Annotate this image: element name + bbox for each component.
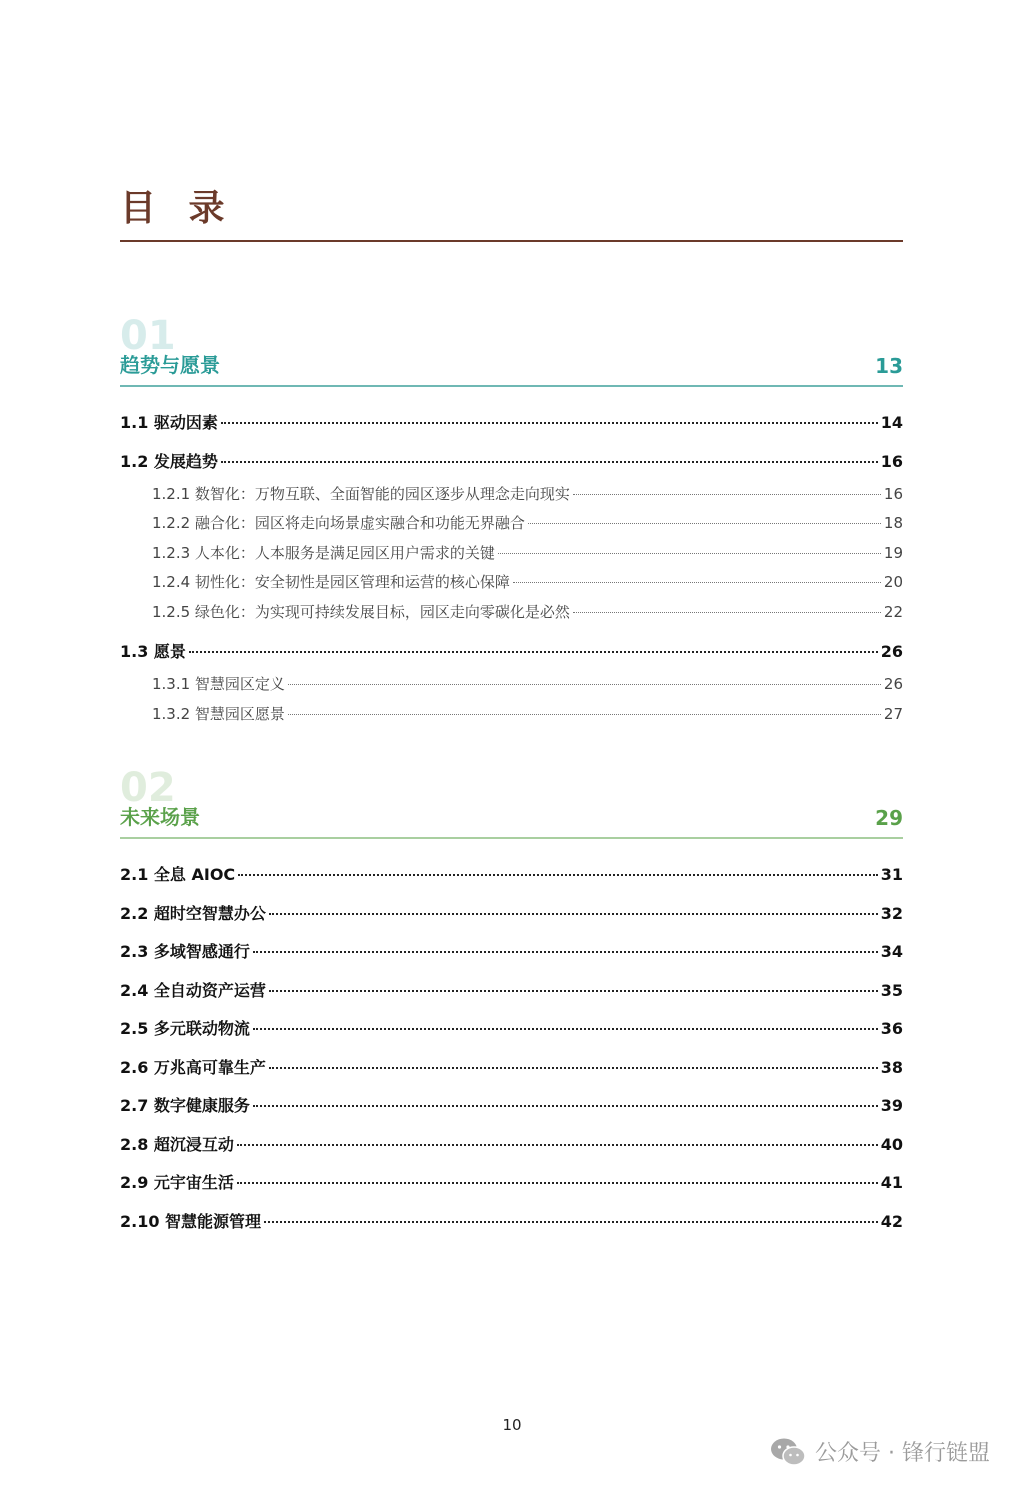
section-header[interactable] bbox=[120, 346, 903, 378]
section-title: 未来场景 bbox=[120, 805, 200, 829]
toc-entry[interactable] bbox=[120, 901, 903, 924]
toc-section-2 bbox=[120, 765, 903, 1238]
toc-leader-dots bbox=[288, 714, 881, 715]
toc-entry[interactable] bbox=[120, 410, 903, 433]
page-title: 目 录 bbox=[120, 188, 235, 229]
toc-entry-page: 27 bbox=[883, 705, 903, 723]
toc-entry-label: 1.2.3 人本化：人本服务是满足园区用户需求的关键 bbox=[152, 544, 495, 562]
toc-entry-label: 2.1 全息 AIOC bbox=[120, 865, 236, 884]
footer-page-number: 10 bbox=[502, 1416, 522, 1434]
toc-entry-page: 20 bbox=[883, 573, 903, 591]
toc-leader-dots bbox=[237, 1144, 878, 1146]
title-divider bbox=[120, 240, 903, 242]
toc-leader-dots bbox=[288, 684, 881, 685]
toc-entry-label: 1.3.2 智慧园区愿景 bbox=[152, 705, 285, 723]
toc-entry[interactable] bbox=[120, 939, 903, 962]
section-title: 趋势与愿景 bbox=[120, 353, 220, 377]
toc-entry-page: 36 bbox=[880, 1019, 903, 1038]
section-divider bbox=[120, 385, 903, 387]
toc-entry-page: 16 bbox=[883, 485, 903, 503]
toc-leader-dots bbox=[498, 553, 881, 554]
toc-entry-label: 1.2.2 融合化：园区将走向场景虚实融合和功能无界融合 bbox=[152, 514, 525, 532]
watermark bbox=[769, 1436, 990, 1467]
toc-entry-label: 2.4 全自动资产运营 bbox=[120, 981, 266, 1000]
toc-entry-page: 31 bbox=[880, 865, 903, 884]
toc-leader-dots bbox=[269, 1067, 878, 1069]
toc-section-1 bbox=[120, 313, 903, 736]
toc-entry-label: 2.5 多元联动物流 bbox=[120, 1019, 250, 1038]
toc-entry-label: 1.2.1 数智化：万物互联、全面智能的园区逐步从理念走向现实 bbox=[152, 485, 570, 503]
toc-subentry[interactable] bbox=[120, 673, 903, 694]
toc-entry-page: 18 bbox=[883, 514, 903, 532]
toc-entry[interactable] bbox=[120, 1132, 903, 1155]
toc-entry[interactable] bbox=[120, 1170, 903, 1193]
toc-entry-label: 2.7 数字健康服务 bbox=[120, 1096, 250, 1115]
toc-leader-dots bbox=[513, 582, 881, 583]
toc-leader-dots bbox=[253, 1105, 878, 1107]
toc-entry-page: 38 bbox=[880, 1058, 903, 1077]
toc-leader-dots bbox=[189, 651, 878, 653]
toc-entry-page: 34 bbox=[880, 942, 903, 961]
toc-leader-dots bbox=[264, 1221, 878, 1223]
toc-entry-page: 32 bbox=[880, 904, 903, 923]
section-divider bbox=[120, 837, 903, 839]
toc-leader-dots bbox=[253, 1028, 878, 1030]
section-number-watermark: 01 bbox=[120, 313, 176, 359]
toc-entry[interactable] bbox=[120, 639, 903, 662]
toc-leader-dots bbox=[238, 874, 878, 876]
toc-entry[interactable] bbox=[120, 449, 903, 472]
toc-entry-page: 22 bbox=[883, 603, 903, 621]
toc-entry-label: 2.6 万兆高可靠生产 bbox=[120, 1058, 266, 1077]
toc-entry-page: 26 bbox=[880, 642, 903, 661]
toc-entry[interactable] bbox=[120, 978, 903, 1001]
toc-entry-page: 39 bbox=[880, 1096, 903, 1115]
toc-subentry[interactable] bbox=[120, 542, 903, 563]
toc-entry[interactable] bbox=[120, 1016, 903, 1039]
toc-entry-label: 2.2 超时空智慧办公 bbox=[120, 904, 266, 923]
toc-entry-label: 1.2.5 绿色化：为实现可持续发展目标，园区走向零碳化是必然 bbox=[152, 603, 570, 621]
toc-entry-page: 19 bbox=[883, 544, 903, 562]
section-header[interactable] bbox=[120, 798, 903, 830]
toc-entry-page: 40 bbox=[880, 1135, 903, 1154]
section-page: 13 bbox=[875, 354, 903, 378]
toc-entry-label: 1.3.1 智慧园区定义 bbox=[152, 675, 285, 693]
toc-entry-label: 2.8 超沉浸互动 bbox=[120, 1135, 234, 1154]
toc-entry-label: 1.2 发展趋势 bbox=[120, 452, 218, 471]
toc-leader-dots bbox=[528, 523, 881, 524]
toc-subentry[interactable] bbox=[120, 483, 903, 504]
toc-entry[interactable] bbox=[120, 1209, 903, 1232]
section-page: 29 bbox=[875, 806, 903, 830]
toc-leader-dots bbox=[237, 1182, 878, 1184]
toc-entry-page: 14 bbox=[880, 413, 903, 432]
toc-entry[interactable] bbox=[120, 1093, 903, 1116]
toc-entry-page: 42 bbox=[880, 1212, 903, 1231]
toc-leader-dots bbox=[269, 913, 878, 915]
toc-entry-page: 16 bbox=[880, 452, 903, 471]
toc-entry-label: 1.2.4 韧性化：安全韧性是园区管理和运营的核心保障 bbox=[152, 573, 510, 591]
toc-entry-page: 41 bbox=[880, 1173, 903, 1192]
toc-entry-label: 2.3 多域智感通行 bbox=[120, 942, 250, 961]
toc-entry-label: 2.10 智慧能源管理 bbox=[120, 1212, 262, 1231]
toc-entry-page: 26 bbox=[883, 675, 903, 693]
toc-subentry[interactable] bbox=[120, 703, 903, 724]
toc-entry[interactable] bbox=[120, 1055, 903, 1078]
section-number-watermark: 02 bbox=[120, 765, 176, 811]
toc-leader-dots bbox=[221, 461, 878, 463]
toc-leader-dots bbox=[221, 422, 878, 424]
toc-entry[interactable] bbox=[120, 862, 903, 885]
toc-leader-dots bbox=[573, 494, 881, 495]
toc-entry-label: 1.1 驱动因素 bbox=[120, 413, 218, 432]
toc-subentry[interactable] bbox=[120, 512, 903, 533]
toc-entry-label: 1.3 愿景 bbox=[120, 642, 186, 661]
toc-leader-dots bbox=[269, 990, 878, 992]
watermark-text: 公众号 · 锋行链盟 bbox=[815, 1441, 990, 1466]
toc-subentry[interactable] bbox=[120, 571, 903, 592]
toc-entry-page: 35 bbox=[880, 981, 903, 1000]
toc-subentry[interactable] bbox=[120, 601, 903, 622]
toc-leader-dots bbox=[253, 951, 878, 953]
wechat-icon bbox=[769, 1437, 807, 1467]
toc-leader-dots bbox=[573, 612, 881, 613]
toc-entry-label: 2.9 元宇宙生活 bbox=[120, 1173, 234, 1192]
